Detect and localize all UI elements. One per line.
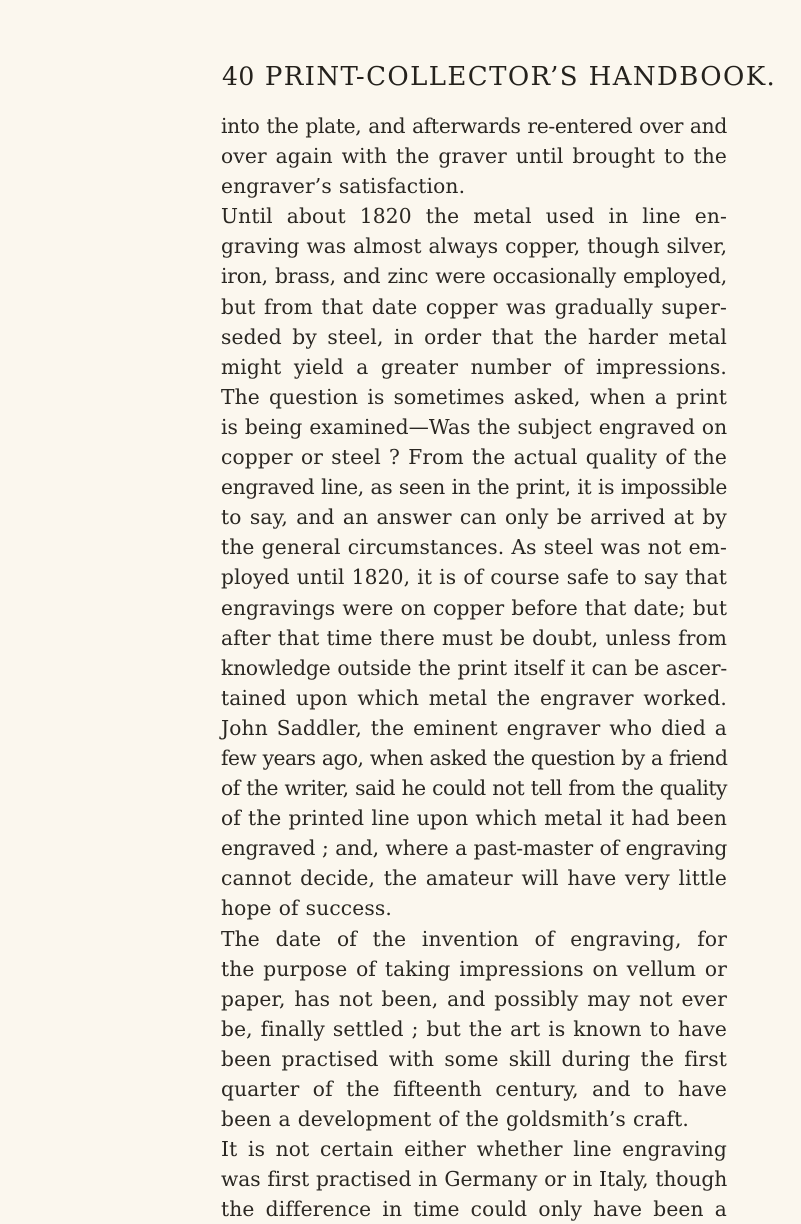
text-line: ployed until 1820, it is of course safe to say that (221, 565, 728, 590)
text-line: engraved ; and, where a past-master of engraving (221, 836, 728, 861)
text-line: into the plate, and afterwards re-entered over and (221, 114, 727, 138)
text-line: engraver’s satisfaction. (221, 174, 466, 199)
text-line: The question is sometimes asked, when a print (221, 384, 727, 409)
text-line: engraved line, as seen in the print, it is impossible (221, 475, 727, 500)
text-line: seded by steel, in order that the harder metal (221, 324, 727, 349)
text-line: but from that date copper was gradually super- (221, 294, 727, 319)
text-line: over again with the graver until brought to the (221, 144, 727, 169)
text-line: been practised with some skill during the first (221, 1046, 727, 1071)
text-line: The date of the invention of engraving, for (221, 926, 727, 951)
body-text (221, 111, 727, 1224)
text-line: to say, and an answer can only be arrived at by (221, 505, 727, 530)
running-head-title: PRINT-COLLECTOR’S HANDBOOK. (264, 62, 777, 92)
text-line: of the writer, said he could not tell from the quality (221, 776, 727, 801)
text-line: hope of success. (221, 896, 392, 921)
text-line: might yield a greater number of impressions. (221, 354, 727, 379)
text-line: the difference in time could only have been a (221, 1197, 727, 1222)
text-line: cannot decide, the amateur will have very little (221, 866, 727, 891)
text-line: John Saddler, the eminent engraver who died a (221, 715, 727, 740)
text-line: Until about 1820 the metal used in line en- (221, 204, 727, 229)
page-number: 40 (222, 62, 255, 91)
text-line: the purpose of taking impressions on vellum or (221, 956, 727, 981)
text-line: paper, has not been, and possibly may not ever (221, 986, 727, 1011)
running-head (222, 62, 776, 96)
text-line: It is not certain either whether line engraving (221, 1137, 727, 1162)
text-line: knowledge outside the print itself it can be ascer- (221, 655, 727, 680)
text-line: was first practised in Germany or in Italy, though (221, 1167, 728, 1192)
text-line: of the printed line upon which metal it had been (221, 806, 727, 831)
text-line: is being examined—Was the subject engraved on (221, 414, 728, 439)
text-line: been a development of the goldsmith’s craft. (221, 1107, 689, 1132)
text-line: quarter of the fifteenth century, and to have (221, 1077, 727, 1101)
text-line: the general circumstances. As steel was not em- (221, 535, 727, 560)
text-line: copper or steel ? From the actual quality of the (221, 445, 727, 470)
text-line: graving was almost always copper, though silver, (221, 234, 727, 259)
text-line: be, finally settled ; but the art is known to have (221, 1016, 727, 1041)
text-line: iron, brass, and zinc were occasionally employed, (221, 264, 727, 289)
text-line: engravings were on copper before that date; but (221, 595, 727, 620)
text-line: few years ago, when asked the question by a friend (221, 745, 728, 770)
text-line: after that time there must be doubt, unless from (221, 625, 727, 650)
text-line: tained upon which metal the engraver worked. (221, 685, 727, 710)
